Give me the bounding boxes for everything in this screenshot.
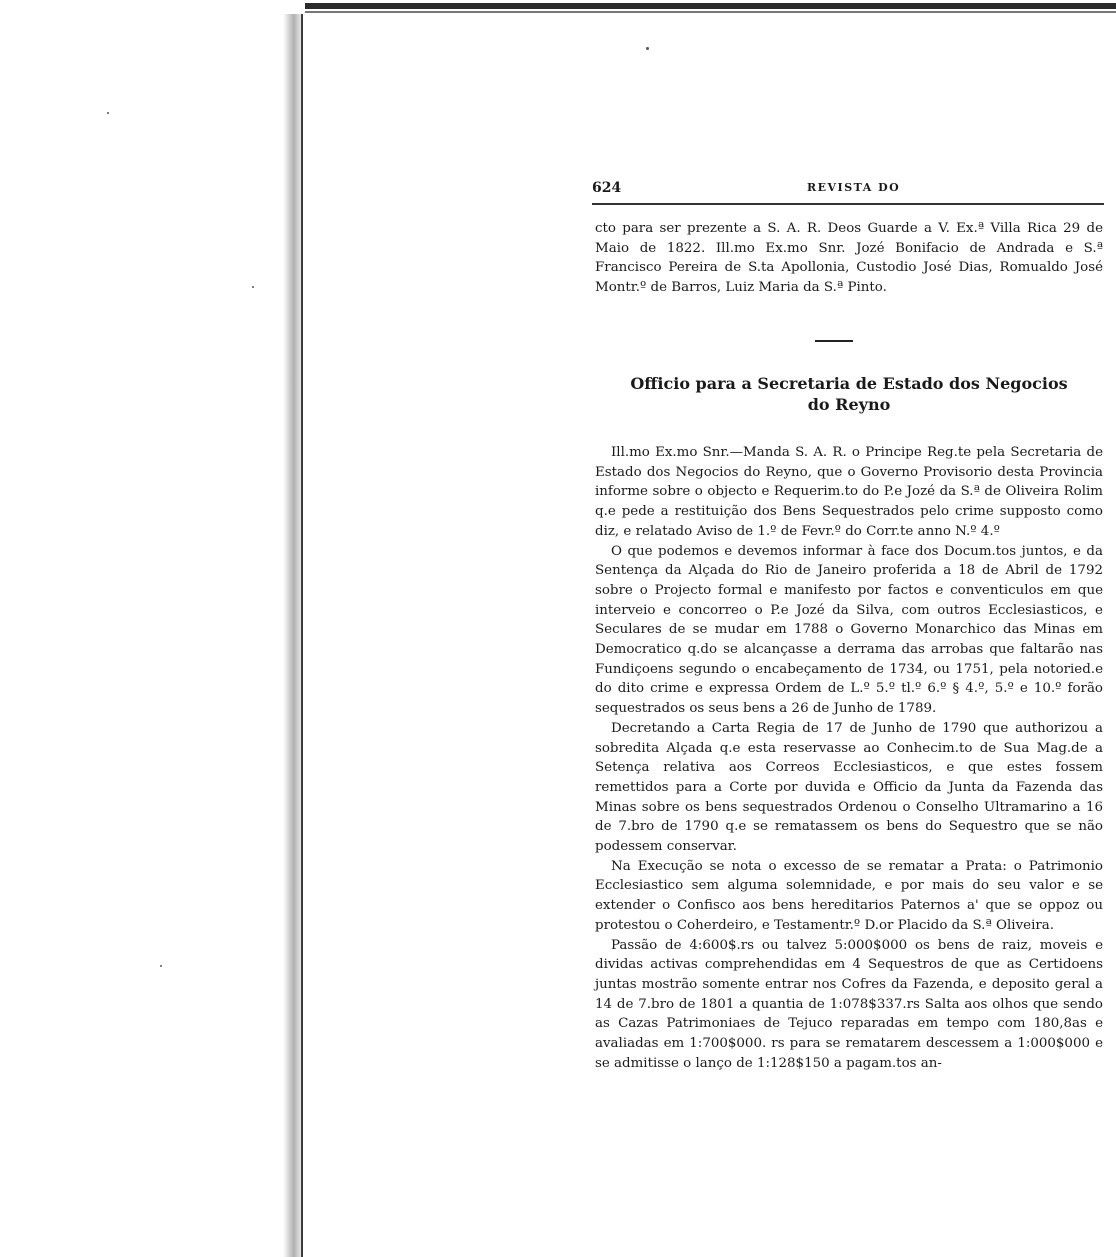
intro-paragraph: cto para ser prezente a S. A. R. Deos Guarde a V. Ex.ª Villa Rica 29 de Maio de 1822. Ill.mo Ex.mo Snr. Jozé Bonifacio de Andrada e S.ª Francisco Pereira de S.ta Apollonia, Custodio José Dias, Romualdo José Montr.º de Barros, Luiz Maria da S.ª Pinto.	[595, 221, 1103, 296]
scan-top-edge	[305, 3, 1116, 9]
body-text-block	[595, 443, 1103, 1074]
journal-title: REVISTA DO	[807, 181, 901, 194]
running-head	[592, 180, 1104, 198]
body-paragraph: Ill.mo Ex.mo Snr.—Manda S. A. R. o Principe Reg.te pela Secretaria de Estado dos Negocios do Reyno, que o Governo Provisorio desta Provincia informe sobre o objecto e Requerim.to do P.e Jozé da S.ª de Oliveira Rolim q.e pede a restituição dos Bens Sequestrados pelo crime supposto como diz, e relatado Aviso de 1.º de Fevr.º do Corr.te anno N.º 4.º	[595, 445, 1103, 539]
section-title-line-2: do Reyno	[807, 395, 891, 414]
scan-speck	[160, 965, 162, 967]
header-rule	[592, 203, 1104, 205]
intro-text-block	[595, 219, 1103, 298]
body-paragraph: Decretando a Carta Regia de 17 de Junho de 1790 que authorizou a sobredita Alçada q.e esta reservasse ao Conhecim.to de Sua Mag.de a Setença relativa aos Correos Ecclesiasticos, e que estes fossem remettidos para a Corte por duvida e Officio da Junta da Fazenda das Minas sobre os bens sequestrados Ordenou o Conselho Ultramarino a 16 de 7.bro de 1790 q.e se rematassem os bens do Sequestro que se não podessem conservar.	[595, 720, 1103, 855]
section-title-line-1: Officio para a Secretaria de Estado dos Negocios	[630, 374, 1068, 393]
gutter-edge-line	[301, 14, 303, 1257]
body-paragraph: O que podemos e devemos informar à face dos Docum.tos juntos, e da Sentença da Alçada do Rio de Janeiro proferida a 18 de Abril de 1792 sobre o Projecto formal e manifesto por factos e conventiculos em que interveio e concorreo o P.e Jozé da Silva, com outros Ecclesiasticos, e Seculares de se mudar em 1788 o Governo Monarchico das Minas em Democratico q.do se alcançasse a derrama das arrobas que faltarão nas Fundiçoens segundo o encabeçamento de 1734, ou 1751, pela notoried.e do dito crime e expressa Ordem de L.º 5.º tl.º 6.º § 4.º, 5.º e 10.º forão sequestrados os seus bens a 26 de Junho de 1789.	[595, 543, 1103, 717]
body-paragraph: Na Execução se nota o excesso de se rematar a Prata: o Patrimonio Ecclesiastico sem alguma solemnidade, e por mais do seu valor e se extender o Confisco aos bens hereditarios Paternos a' que se oppoz ou protestou o Coherdeiro, e Testamentr.º D.or Placido da S.ª Oliveira.	[595, 858, 1103, 933]
page-number: 624	[592, 180, 622, 196]
book-gutter	[283, 14, 301, 1257]
scan-speck	[252, 286, 254, 288]
body-paragraph: Passão de 4:600$.rs ou talvez 5:000$000 os bens de raiz, moveis e dividas activas comprehendidas em 4 Sequestros de que as Certidoens juntas mostrão somente entrar nos Cofres da Fazenda, e deposito geral a 14 de 7.bro de 1801 a quantia de 1:078$337.rs Salta aos olhos que sendo as Cazas Patrimoniaes de Tejuco reparadas em tempo com 180,8as e avaliadas em 1:700$000. rs para se rematarem descessem a 1:000$000 e se admitisse o lanço de 1:128$150 a pagam.tos an-	[595, 937, 1103, 1071]
scan-top-edge-shadow	[305, 11, 1116, 13]
scan-speck	[107, 112, 109, 114]
section-heading	[595, 373, 1103, 415]
section-separator	[815, 340, 853, 342]
scan-speck	[646, 47, 649, 50]
